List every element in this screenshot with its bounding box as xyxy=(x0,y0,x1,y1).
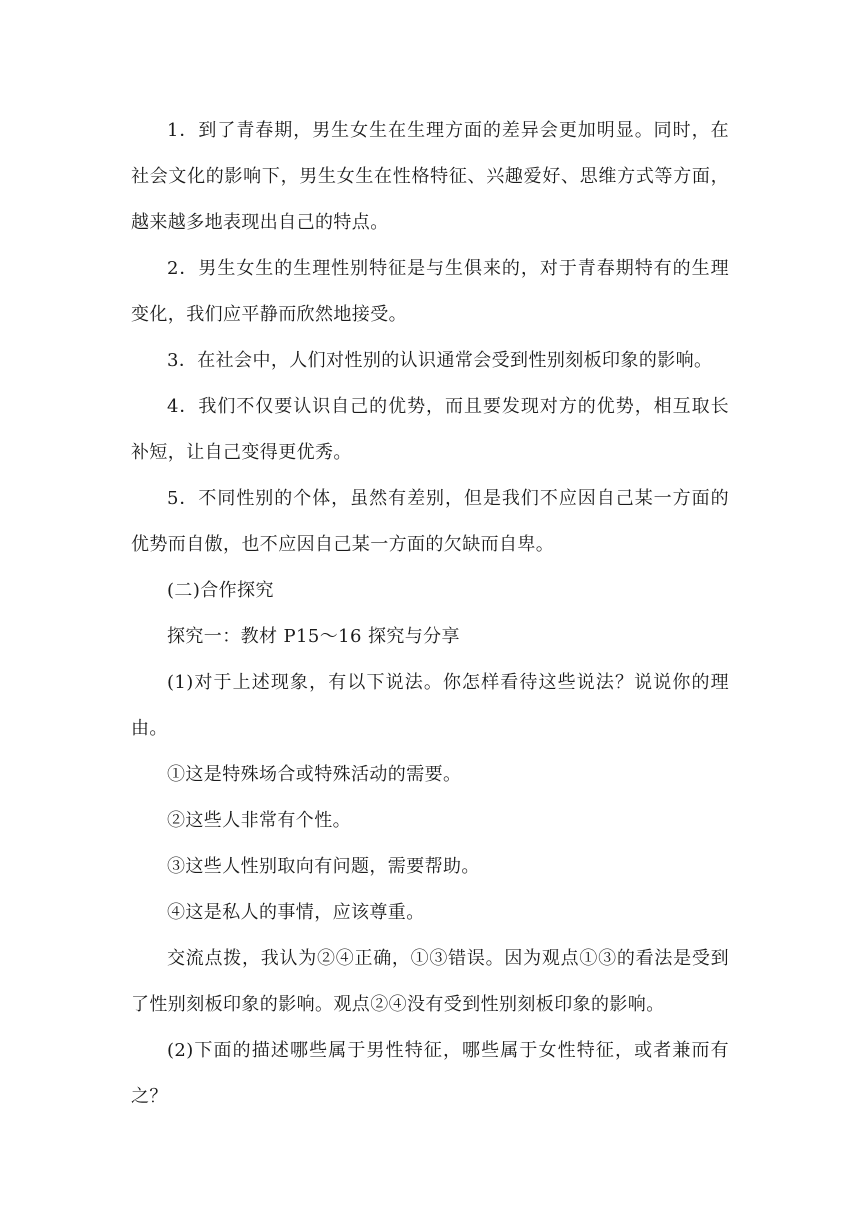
question-2: (2)下面的描述哪些属于男性特征，哪些属于女性特征，或者兼而有之？ xyxy=(131,1040,729,1107)
option-1: ①这是特殊场合或特殊活动的需要。 xyxy=(167,764,462,785)
question-1: (1)对于上述现象，有以下说法。你怎样看待这些说法？说说你的理由。 xyxy=(131,672,729,739)
option-3: ③这些人性别取向有问题，需要帮助。 xyxy=(167,856,480,877)
paragraph-point-5: 5．不同性别的个体，虽然有差别，但是我们不应因自己某一方面的优势而自傲，也不应因自己某一方面的欠缺而自卑。 xyxy=(131,488,729,555)
paragraph-point-4: 4．我们不仅要认识自己的优势，而且要发现对方的优势，相互取长补短，让自己变得更优秀。 xyxy=(131,396,729,463)
inquiry-one-heading: 探究一：教材 P15～16 探究与分享 xyxy=(167,626,460,647)
discussion-answer: 交流点拨，我认为②④正确，①③错误。因为观点①③的看法是受到了性别刻板印象的影响。观点②④没有受到性别刻板印象的影响。 xyxy=(131,948,729,1015)
document-body xyxy=(131,108,729,1120)
paragraph-point-1: 1．到了青春期，男生女生在生理方面的差异会更加明显。同时，在社会文化的影响下，男生女生在性格特征、兴趣爱好、思维方式等方面，越来越多地表现出自己的特点。 xyxy=(131,120,729,233)
paragraph-point-2: 2．男生女生的生理性别特征是与生俱来的，对于青春期特有的生理变化，我们应平静而欣然地接受。 xyxy=(131,258,729,325)
option-4: ④这是私人的事情，应该尊重。 xyxy=(167,902,425,923)
option-2: ②这些人非常有个性。 xyxy=(167,810,351,831)
section-heading-cooperative-inquiry: (二)合作探究 xyxy=(167,580,274,601)
paragraph-point-3: 3．在社会中，人们对性别的认识通常会受到性别刻板印象的影响。 xyxy=(167,350,713,371)
